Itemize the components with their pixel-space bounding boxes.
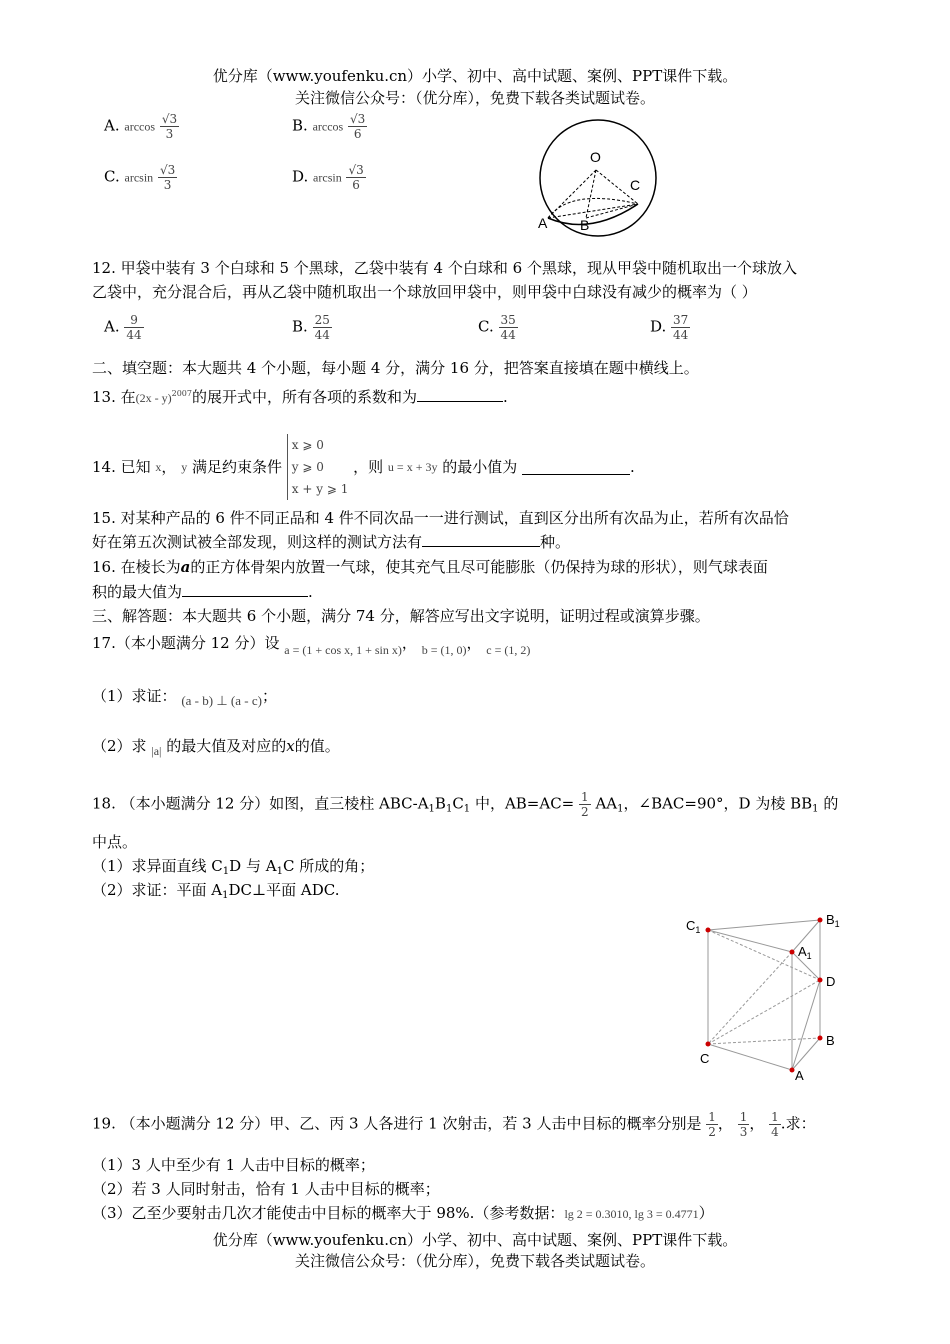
q12-option-b: B. $\frac{25}{44}$ — [292, 313, 330, 342]
q12-option-a: A. $\frac{9}{44}$ — [104, 313, 142, 342]
edge-a1c — [708, 952, 792, 1044]
q11-option-a: A. arccos $\frac{√3}{3}$ — [104, 112, 178, 141]
q17-title: 17.（本小题满分 12 分）设 $_{a = (1 + cos x, 1 + sin x)}$， $_{b = (1, 0)}$， $_{c = (1, 2)}$ — [92, 634, 531, 657]
prism-figure — [680, 910, 850, 1086]
q18-part2: （2）求证：平面 $A_1DC\perp$平面 ADC. — [92, 881, 340, 901]
q18-part1: （1）求异面直线 $C_1D$ 与 $A_1C$ 所成的角； — [92, 857, 375, 877]
q13-answer-blank[interactable] — [417, 387, 503, 402]
label-c: C — [700, 1051, 710, 1066]
q12-line2: 乙袋中，充分混合后，再从乙袋中随机取出一个球放回甲袋中，则甲袋中白球没有减少的概率为（ ） — [92, 283, 757, 301]
sphere-base-arc-hidden — [548, 198, 638, 218]
label-b: B — [580, 217, 590, 233]
header-line1: 优分库（www.youfenku.cn）小学、初中、高中试题、案例、PPT课件下载。 — [212, 67, 738, 85]
edge-oa — [548, 170, 596, 218]
q11-option-b: B. arccos $\frac{√3}{6}$ — [292, 112, 366, 141]
q19-part2: （2）若 3 人同时射击，恰有 1 人击中目标的概率； — [92, 1180, 440, 1198]
label-b1: $B_1$ — [826, 912, 840, 929]
sphere-figure — [530, 118, 670, 240]
footer-line2: 关注微信公众号：（优分库），免费下载各类试题试卷。 — [294, 1252, 655, 1270]
edge-c1b1 — [708, 920, 820, 930]
point-b — [818, 1036, 823, 1041]
point-a1 — [790, 950, 795, 955]
label-d: D — [826, 974, 836, 989]
q19-part3: （3）乙至少要射击几次才能使击中目标的概率大于 98%.（参考数据：lg 2 = 0.3010, lg 3 = 0.4771） — [92, 1204, 714, 1222]
q14-constraints: x ⩾ 0 y ⩾ 0 x + y ⩾ 1 — [287, 434, 349, 500]
label-a1: $A_1$ — [798, 944, 812, 961]
header-line2: 关注微信公众号：（优分库），免费下载各类试题试卷。 — [294, 89, 655, 107]
q13: 13. 在(2x - y)$^{2007}$的展开式中，所有各项的系数和为 . — [92, 388, 508, 406]
q11-option-c: C. arcsin $\frac{√3}{3}$ — [104, 163, 176, 192]
q11-option-d: D. arcsin $\frac{√3}{6}$ — [292, 163, 364, 192]
q12-option-c: C. $\frac{35}{44}$ — [478, 313, 516, 342]
edge-cb — [708, 1038, 820, 1044]
section3-heading: 三、解答题：本大题共 6 个小题，满分 74 分，解答应写出文字说明，证明过程或演算步骤。 — [92, 607, 710, 625]
q14: 14. 已知 x， y 满足约束条件 x ⩾ 0 y ⩾ 0 x + y ⩾ 1 ，则 u = x + 3y 的最小值为 . — [92, 434, 635, 500]
label-a: A — [795, 1068, 804, 1083]
q15-answer-blank[interactable] — [422, 532, 540, 547]
q18-line1: 18. （本小题满分 12 分）如图，直三棱柱 ABC-$A_1B_1C_1$ 中，AB=AC= $\frac{1}{2}$ $AA_1$，∠BAC=90°，D 为棱 $BB_1$ 的 — [92, 790, 839, 819]
q15-line2: 好在第五次测试被全部发现，则这样的测试方法有 种。 — [92, 533, 571, 551]
point-c1 — [706, 928, 711, 933]
q16-line1: 16. 在棱长为a的正方体骨架内放置一气球，使其充气且尽可能膨胀（仍保持为球的形状），则气球表面 — [92, 558, 768, 576]
point-d — [818, 978, 823, 983]
q12-line1: 12. 甲袋中装有 3 个白球和 5 个黑球，乙袋中装有 4 个白球和 6 个黑球，现从甲袋中随机取出一个球放入 — [92, 259, 797, 277]
label-c1: $C_1$ — [686, 918, 701, 935]
point-b1 — [818, 918, 823, 923]
edge-ca — [708, 1044, 792, 1070]
q18-line2: 中点。 — [92, 833, 138, 851]
footer-line1: 优分库（www.youfenku.cn）小学、初中、高中试题、案例、PPT课件下载。 — [212, 1231, 738, 1249]
q15-line1: 15. 对某种产品的 6 件不同正品和 4 件不同次品一一进行测试，直到区分出所有次品为止，若所有次品恰 — [92, 509, 789, 527]
label-a: A — [538, 215, 548, 231]
edge-ab — [792, 1038, 820, 1070]
q19-line1: 19. （本小题满分 12 分）甲、乙、丙 3 人各进行 1 次射击，若 3 人击中目标的概率分别是 $\frac{1}{2}$ ， $\frac{1}{3}$ ， $\frac{1}{4}$ .求： — [92, 1110, 816, 1139]
q17-part1: （1）求证： (a - b) ⊥ (a - c)； — [92, 687, 277, 708]
label-o: O — [590, 149, 601, 165]
q12-option-d: D. $\frac{37}{44}$ — [650, 313, 689, 342]
label-c: C — [630, 177, 641, 193]
q16-line2: 积的最大值为 . — [92, 583, 313, 601]
q17-part2: （2）求 $_{|a|}$ 的最大值及对应的x的值。 — [92, 737, 340, 758]
q19-part1: （1）3 人中至少有 1 人击中目标的概率； — [92, 1156, 375, 1174]
point-a — [790, 1068, 795, 1073]
q16-answer-blank[interactable] — [182, 582, 308, 597]
q14-answer-blank[interactable] — [522, 460, 630, 475]
point-c — [706, 1042, 711, 1047]
section2-heading: 二、填空题：本大题共 4 个小题，每小题 4 分，满分 16 分，把答案直接填在题中横线上。 — [92, 359, 699, 377]
label-b: B — [826, 1033, 835, 1048]
sphere-base-arc — [548, 204, 638, 224]
